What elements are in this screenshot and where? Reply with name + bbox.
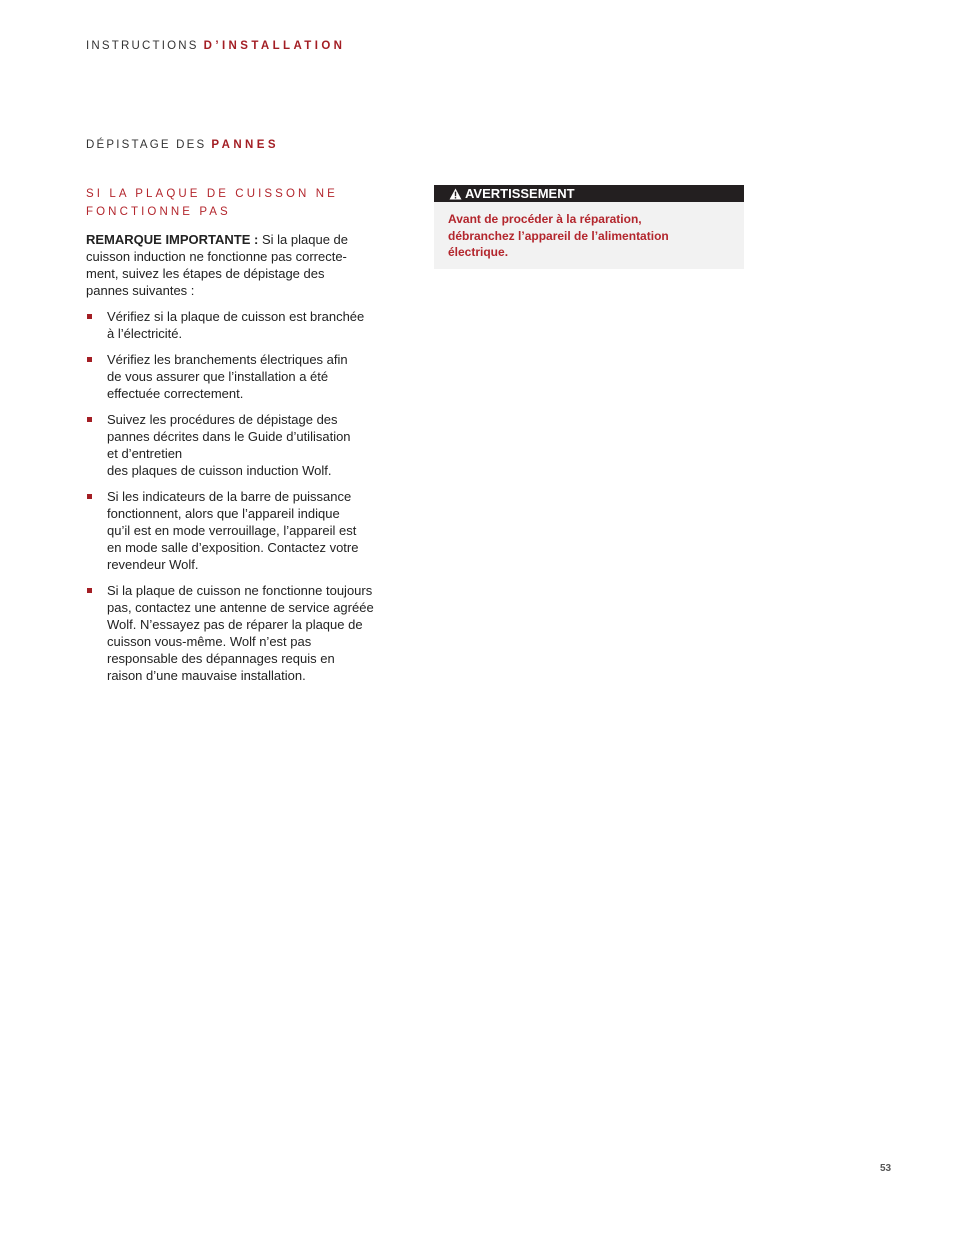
intro-text: Si la plaque de xyxy=(258,232,348,247)
list-item-text: Vérifiez les branchements électriques afin xyxy=(107,352,348,368)
intro-text: cuisson induction ne fonctionne pas correcte- xyxy=(86,249,347,265)
subheading-line: FONCTIONNE PAS xyxy=(86,206,231,218)
bullet-square-icon xyxy=(87,494,92,499)
page-header xyxy=(86,40,345,52)
list-item-text: Wolf. N’essayez pas de réparer la plaque de xyxy=(107,616,363,632)
list-item-text: effectuée correctement. xyxy=(107,386,244,402)
warning-line: débranchez l’appareil de l’alimentation xyxy=(448,228,669,243)
list-item xyxy=(86,582,408,685)
header-prefix: INSTRUCTIONS xyxy=(86,40,199,52)
list-item-text: qu’il est en mode verrouillage, l’appareil est xyxy=(107,522,357,538)
bullet-square-icon xyxy=(87,588,92,593)
list-item xyxy=(86,411,408,479)
intro-paragraph xyxy=(86,231,408,299)
list-item xyxy=(86,308,408,342)
bullet-list xyxy=(86,308,408,684)
intro-label: REMARQUE IMPORTANTE : xyxy=(86,232,259,247)
list-item-text: Suivez les procédures de dépistage des xyxy=(107,411,338,427)
section-title-prefix: DÉPISTAGE DES xyxy=(86,139,207,151)
list-item-text: revendeur Wolf. xyxy=(107,557,199,573)
list-item-text: Vérifiez si la plaque de cuisson est branchée xyxy=(107,309,365,325)
list-item-text: fonctionnent, alors que l’appareil indique xyxy=(107,505,340,521)
list-item-text: pannes décrites dans le Guide d’utilisation xyxy=(107,428,351,444)
bullet-square-icon xyxy=(87,417,92,422)
warning-triangle-icon xyxy=(449,188,462,200)
list-item-text: Si les indicateurs de la barre de puissance xyxy=(107,488,352,504)
list-item-text: Si la plaque de cuisson ne fonctionne toujours xyxy=(107,582,373,598)
list-item-text: des plaques de cuisson induction Wolf. xyxy=(107,463,332,479)
list-item-text: raison d’une mauvaise installation. xyxy=(107,668,306,684)
bullet-square-icon xyxy=(87,314,92,319)
list-item-text: de vous assurer que l’installation a été xyxy=(107,369,329,385)
warning-title-bar xyxy=(434,185,744,202)
header-accent: D’INSTALLATION xyxy=(203,40,346,52)
section-title-accent: PANNES xyxy=(211,139,279,151)
warning-line: électrique. xyxy=(448,245,509,259)
list-item-text: responsable des dépannages requis en xyxy=(107,651,335,667)
warning-box xyxy=(434,185,744,269)
intro-text: pannes suivantes : xyxy=(86,283,195,299)
page-number: 53 xyxy=(880,1163,892,1174)
intro-text: ment, suivez les étapes de dépistage des xyxy=(86,266,325,282)
list-item-text: en mode salle d’exposition. Contactez votre xyxy=(107,540,359,555)
list-item-text: à l’électricité. xyxy=(107,326,183,342)
subheading-line: SI LA PLAQUE DE CUISSON NE xyxy=(86,188,338,200)
warning-line: Avant de procéder à la réparation, xyxy=(448,212,642,226)
list-item-text: cuisson vous-même. Wolf n’est pas xyxy=(107,633,312,649)
warning-title: AVERTISSEMENT xyxy=(465,186,575,201)
list-item-text: et d’entretien xyxy=(107,446,183,462)
list-item xyxy=(86,351,408,402)
warning-message xyxy=(434,202,744,261)
section-title xyxy=(86,139,279,151)
subheading xyxy=(86,185,408,221)
list-item xyxy=(86,488,408,573)
bullet-square-icon xyxy=(87,357,92,362)
troubleshooting-column xyxy=(86,185,408,693)
list-item-text: pas, contactez une antenne de service agréée xyxy=(107,599,374,615)
